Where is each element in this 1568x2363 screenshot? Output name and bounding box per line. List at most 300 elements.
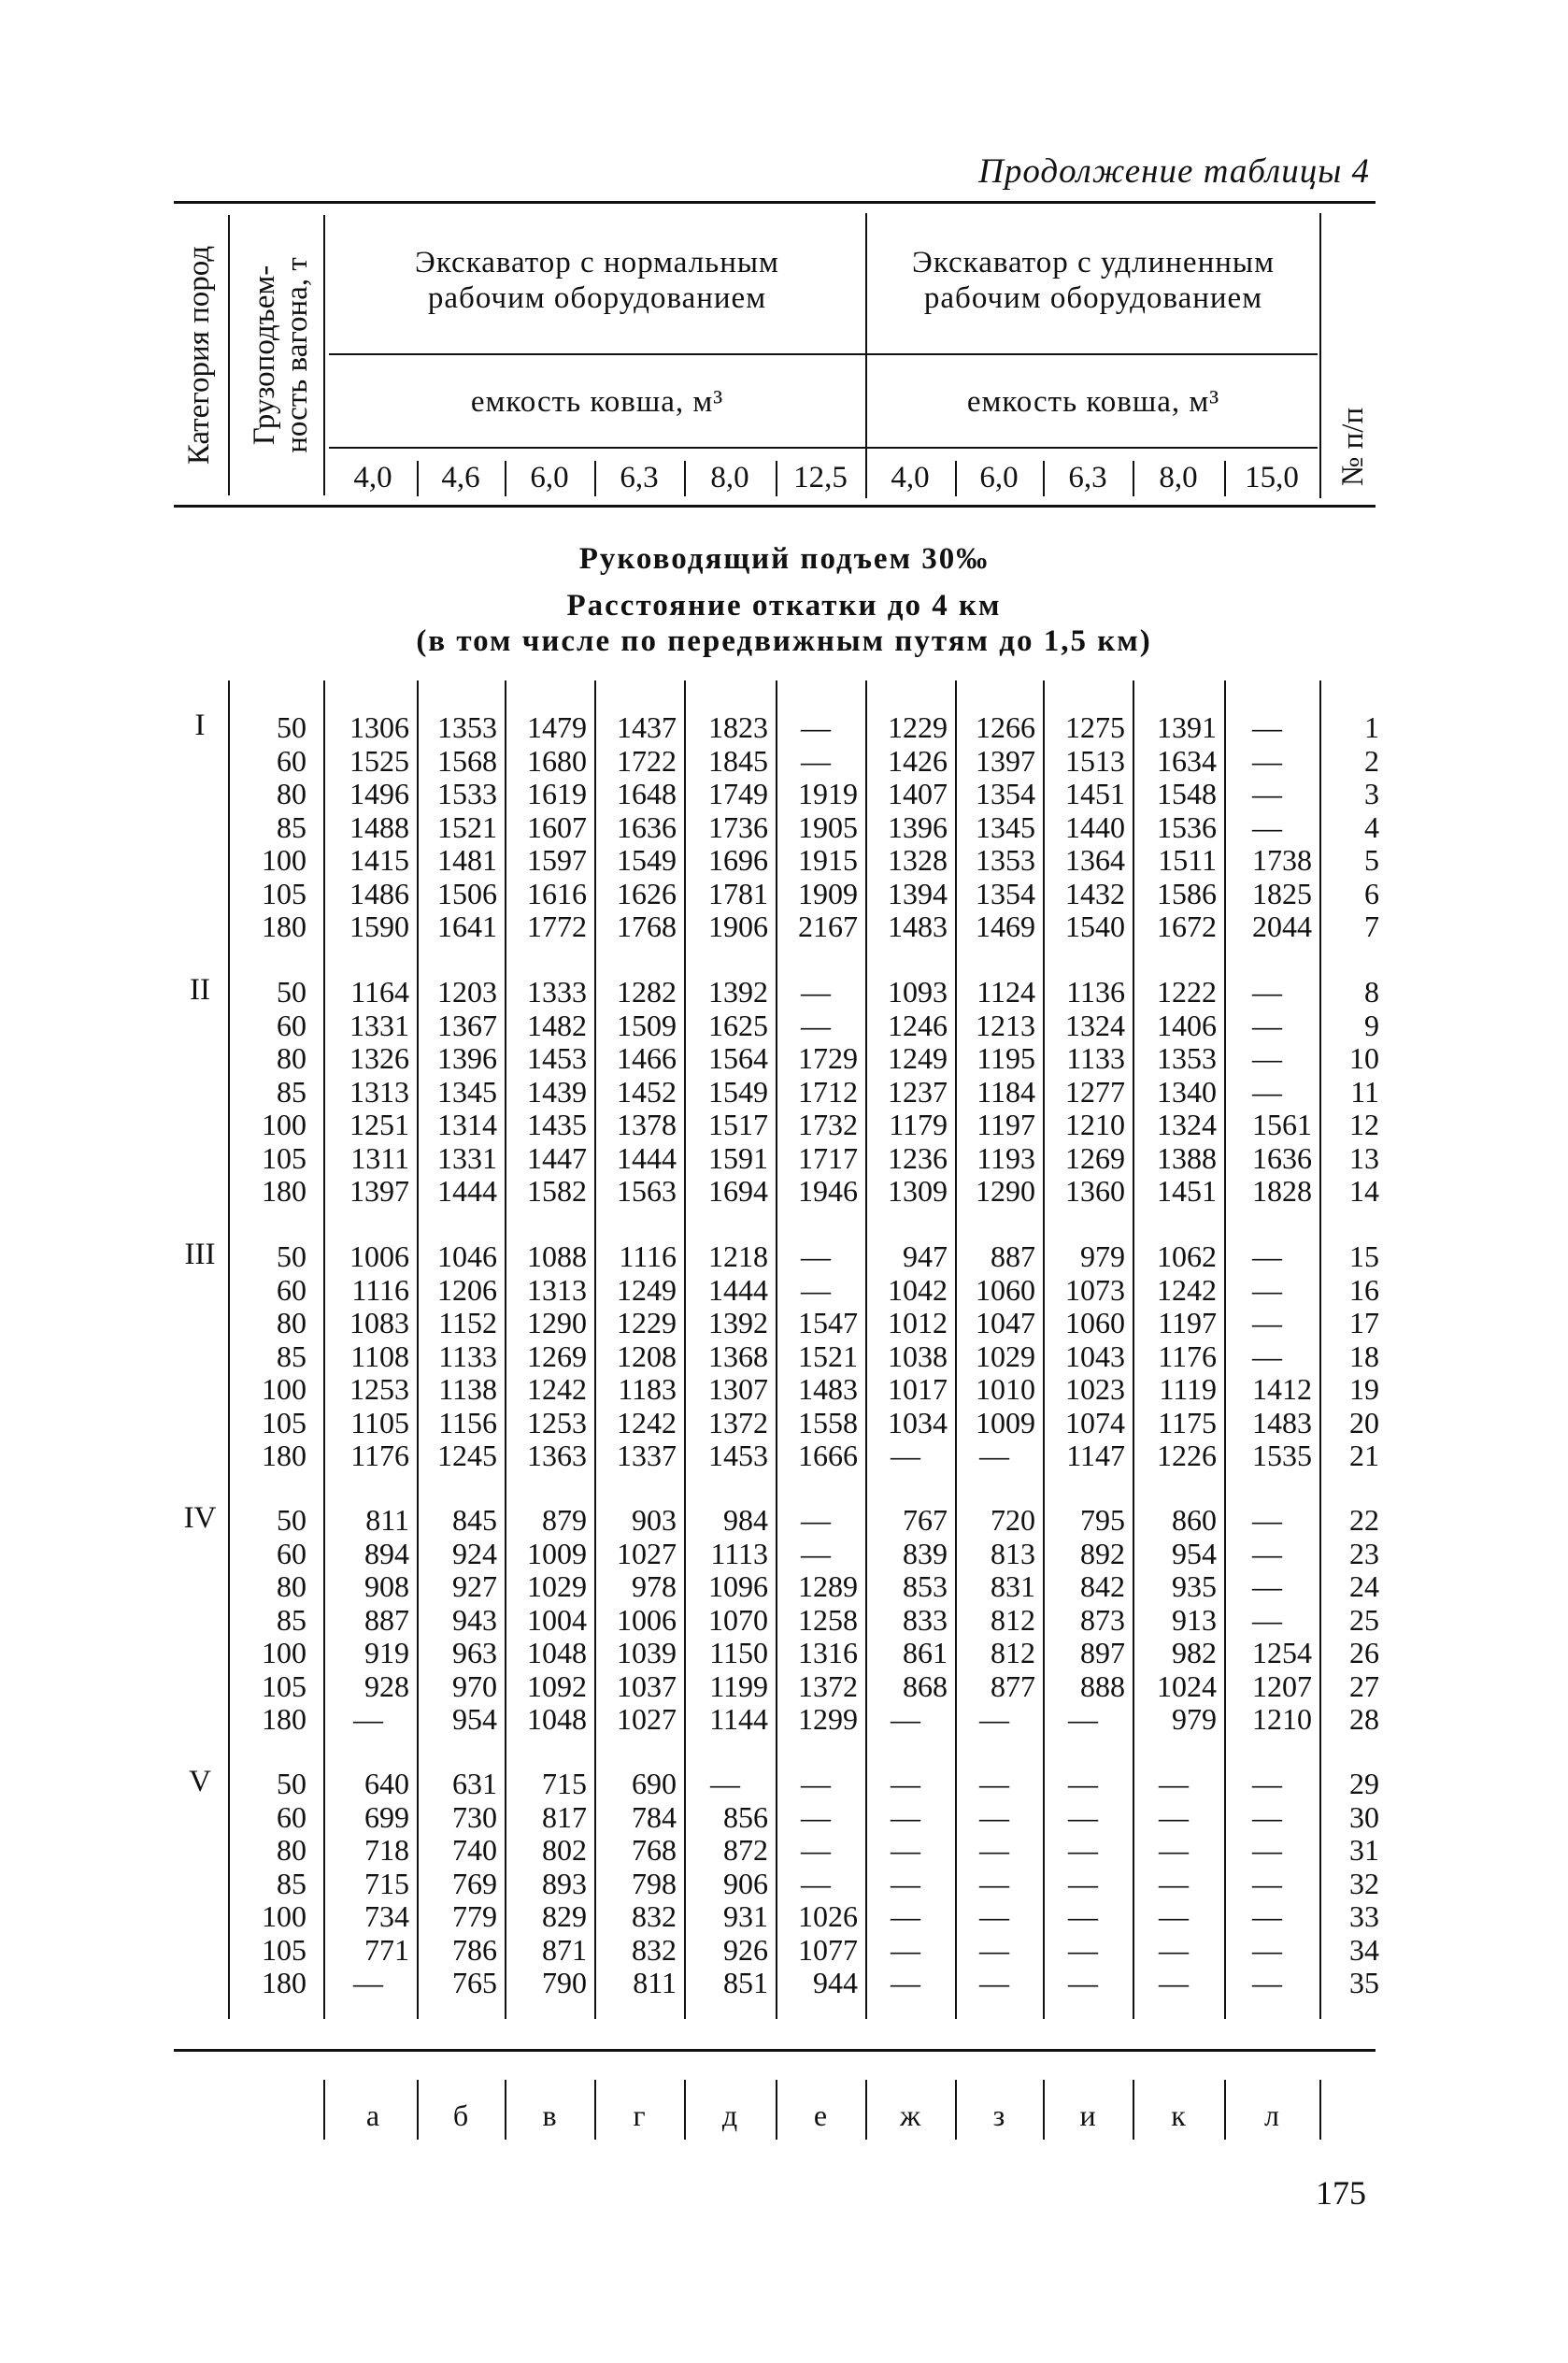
capacity-cell: 100 [262,843,306,877]
value-cell: 1452 [617,1074,677,1109]
value-cell: 927 [452,1569,497,1603]
capacity-cell: 180 [262,1966,306,1999]
value-cell: 1388 [1157,1140,1217,1175]
row-number-cell: 7 [1364,909,1379,943]
value-cell: 1026 [798,1899,858,1933]
value-cell: 1597 [527,843,587,877]
value-cell: 908 [364,1569,409,1603]
value-cell: 1193 [976,1140,1035,1175]
value-cell: — [1159,1833,1189,1867]
value-cell: 1229 [888,710,948,744]
letter-separator [684,2080,686,2140]
value-cell: — [801,1799,831,1834]
row-number-cell: 1 [1364,710,1379,744]
value-cell: 954 [1172,1536,1217,1570]
value-cell: 1919 [798,777,858,810]
value-cell: 1481 [437,843,497,877]
value-cell: 979 [1172,1702,1217,1736]
volume-separator [1043,461,1045,496]
value-cell: 1006 [617,1602,677,1637]
value-cell: — [1252,1966,1282,1999]
value-cell: 699 [364,1799,409,1834]
value-cell: 1451 [1157,1174,1217,1208]
volume-header-5: 8,0 [710,461,749,494]
value-cell: 1397 [976,743,1035,778]
value-cell: 1354 [976,777,1035,810]
value-cell: 1306 [349,710,409,744]
header-divider-4 [1319,213,1321,498]
value-cell: 1088 [527,1239,587,1273]
value-cell: — [1252,1602,1282,1637]
value-cell: 1179 [889,1108,948,1141]
value-cell: 1164 [350,975,409,1009]
value-cell: 1246 [888,1008,948,1042]
row-number-cell: 6 [1364,876,1379,910]
title-note: (в том числе по передвижным путям до 1,5 км) [416,624,1152,658]
value-cell: — [1068,1767,1098,1800]
capacity-cell: 85 [277,1866,306,1900]
value-cell: — [1159,1932,1189,1967]
row-number-cell: 19 [1349,1372,1379,1406]
value-cell: 1311 [350,1140,409,1175]
value-cell: 1150 [709,1636,768,1669]
value-cell: 1368 [708,1339,768,1373]
value-cell: 1625 [708,1008,768,1042]
value-cell: 1738 [1252,843,1312,877]
value-cell: 1048 [527,1702,587,1736]
value-cell: — [1252,1799,1282,1834]
volume-separator [417,461,419,496]
category-label: V [189,1765,211,1798]
value-cell: 1269 [1065,1140,1125,1175]
value-cell: 1634 [1157,743,1217,778]
value-cell: 1535 [1252,1439,1312,1472]
value-cell: 1116 [619,1239,677,1273]
value-cell: 1176 [1158,1339,1217,1373]
value-cell: 1525 [349,743,409,778]
volume-header-10: 8,0 [1159,461,1198,494]
value-cell: 1453 [708,1439,768,1472]
value-cell: 931 [723,1899,768,1933]
value-cell: 851 [723,1966,768,1999]
column-rule [228,680,230,2019]
value-cell: — [1068,1966,1098,1999]
row-number-cell: 17 [1349,1306,1379,1339]
value-cell: 715 [542,1767,587,1800]
row-number-cell: 16 [1349,1272,1379,1307]
value-cell: 1772 [527,909,587,943]
capacity-cell: 80 [277,777,306,810]
value-cell: 1415 [349,843,409,877]
value-cell: 1226 [1157,1439,1217,1472]
capacity-cell: 50 [277,1239,306,1273]
value-cell: — [891,1767,920,1800]
volume-separator [955,461,957,496]
value-cell: 1825 [1252,876,1312,910]
value-cell: — [1159,1866,1189,1900]
value-cell: 1563 [617,1174,677,1208]
value-cell: 1237 [888,1074,948,1109]
extended-group-header [867,245,1319,316]
value-cell: 1004 [527,1602,587,1637]
row-number-cell: 4 [1364,809,1379,844]
value-cell: — [1159,1966,1189,1999]
value-cell: — [891,1866,920,1900]
value-cell: — [1252,1569,1282,1603]
value-cell: 833 [903,1602,948,1637]
value-cell: 631 [452,1767,497,1800]
value-cell: 1043 [1065,1339,1125,1373]
value-cell: 1331 [349,1008,409,1042]
capacity-cell: 180 [262,1174,306,1208]
value-cell: 1549 [617,843,677,877]
value-cell: 1222 [1157,975,1217,1009]
value-cell: 1823 [708,710,768,744]
row-number-cell: 10 [1349,1041,1379,1075]
value-cell: 1915 [798,843,858,877]
value-cell: 769 [452,1866,497,1900]
value-cell: 1328 [888,843,948,877]
value-cell: 1909 [798,876,858,910]
value-cell: — [979,1932,1009,1967]
capacity-cell: 85 [277,1074,306,1109]
value-cell: 1364 [1065,843,1125,877]
value-cell: 1037 [617,1668,677,1703]
value-cell: 1548 [1157,777,1217,810]
value-cell: 1486 [349,876,409,910]
category-label: II [190,973,210,1007]
value-cell: — [1252,1767,1282,1800]
value-cell: 1326 [349,1041,409,1075]
value-cell: 1208 [617,1339,677,1373]
value-cell: — [801,1503,831,1537]
value-cell: 1354 [976,876,1035,910]
value-cell: 1124 [976,975,1035,1009]
column-letter: б [452,2098,469,2132]
value-cell: 1483 [1252,1405,1312,1439]
value-cell: 984 [723,1503,768,1537]
capacity-cell: 105 [262,1668,306,1703]
column-rule [323,680,325,2019]
value-cell: — [1252,743,1282,778]
row-number-cell: 31 [1349,1833,1379,1867]
value-cell: 1372 [708,1405,768,1439]
value-cell: 903 [632,1503,677,1537]
value-cell: 1440 [1065,809,1125,844]
value-cell: 1345 [976,809,1035,844]
value-cell: 1333 [527,975,587,1009]
row-number-cell: 11 [1350,1074,1379,1109]
value-cell: 1511 [1158,843,1217,877]
value-cell: — [1159,1767,1189,1800]
value-cell: 1029 [976,1339,1035,1373]
value-cell: 1070 [708,1602,768,1637]
value-cell: 1432 [1065,876,1125,910]
letter-separator [505,2080,506,2140]
value-cell: 1313 [349,1074,409,1109]
value-cell: 1073 [1065,1272,1125,1307]
capacity-cell: 100 [262,1108,306,1141]
value-cell: 1253 [349,1372,409,1406]
capacity-cell: 80 [277,1833,306,1867]
value-cell: 812 [991,1636,1035,1669]
value-cell: 1133 [1066,1041,1125,1075]
value-cell: 893 [542,1866,587,1900]
value-cell: 1905 [798,809,858,844]
value-cell: 1345 [437,1074,497,1109]
value-cell: 1451 [1065,777,1125,810]
value-cell: 1314 [437,1108,497,1141]
value-cell: 1236 [888,1140,948,1175]
value-cell: 1680 [527,743,587,778]
value-cell: 1010 [976,1372,1035,1406]
value-cell: 1906 [708,909,768,943]
value-cell: — [801,743,831,778]
value-cell: 2167 [798,909,858,943]
value-cell: 1619 [527,777,587,810]
value-cell: 879 [542,1503,587,1537]
value-cell: 1083 [349,1306,409,1339]
row-number-cell: 34 [1349,1932,1379,1967]
value-cell: — [1252,1041,1282,1075]
value-cell: 1331 [437,1140,497,1175]
value-cell: 811 [365,1503,409,1537]
value-cell: 1509 [617,1008,677,1042]
value-cell: — [1252,1503,1282,1537]
value-cell: 887 [991,1239,1035,1273]
row-number-cell: 30 [1349,1799,1379,1834]
category-label: I [194,709,206,742]
volume-header-2: 4,6 [441,461,480,494]
row-number-cell: 24 [1349,1569,1379,1603]
value-cell: 1266 [976,710,1035,744]
value-cell: 1337 [617,1439,677,1472]
capacity-cell: 60 [277,1799,306,1834]
value-cell: 1483 [798,1372,858,1406]
value-cell: — [1252,809,1282,844]
capacity-cell: 180 [262,1702,306,1736]
value-cell: — [1252,1074,1282,1109]
volume-separator [1224,461,1226,496]
row-number-cell: 14 [1349,1174,1379,1208]
row-number-cell: 15 [1349,1239,1379,1273]
value-cell: 1353 [1157,1041,1217,1075]
value-cell: 1116 [351,1272,409,1307]
row-number-cell: 9 [1364,1008,1379,1042]
value-cell: 1591 [708,1140,768,1175]
value-cell: 1732 [798,1108,858,1141]
value-cell: 1506 [437,876,497,910]
value-cell: 1392 [708,975,768,1009]
capacity-cell: 50 [277,1767,306,1800]
value-cell: 690 [632,1767,677,1800]
value-cell: 1521 [437,809,497,844]
value-cell: 1207 [1252,1668,1312,1703]
table-bottom-rule [174,2049,1376,2052]
value-cell: 1564 [708,1041,768,1075]
value-cell: 919 [364,1636,409,1669]
capacity-cell: 105 [262,1932,306,1967]
value-cell: 1353 [437,710,497,744]
volume-separator [865,461,867,496]
value-cell: — [1068,1932,1098,1967]
volume-header-3: 6,0 [530,461,569,494]
value-cell: 1378 [617,1108,677,1141]
volume-separator [594,461,596,496]
value-cell: 1828 [1252,1174,1312,1208]
value-cell: — [801,1008,831,1042]
value-cell: — [1252,1306,1282,1339]
value-cell: 1039 [617,1636,677,1669]
value-cell: 1513 [1065,743,1125,778]
value-cell: 1426 [888,743,948,778]
value-cell: 1392 [708,1306,768,1339]
value-cell: 2044 [1252,909,1312,943]
value-cell: — [801,975,831,1009]
value-cell: 979 [1080,1239,1125,1273]
value-cell: 1242 [527,1372,587,1406]
letter-separator [1224,2080,1226,2140]
number-header: № п/п [1336,407,1370,487]
value-cell: 1648 [617,777,677,810]
value-cell: — [979,1833,1009,1867]
value-cell: 812 [991,1602,1035,1637]
value-cell: 1313 [527,1272,587,1307]
value-cell: 1845 [708,743,768,778]
value-cell: 877 [991,1668,1035,1703]
value-cell: 1027 [617,1536,677,1570]
capacity-cell: 105 [262,1140,306,1175]
capacity-cell: 100 [262,1372,306,1406]
value-cell: 1074 [1065,1405,1125,1439]
value-cell: 1372 [798,1668,858,1703]
value-cell: 1290 [527,1306,587,1339]
value-cell: 1309 [888,1174,948,1208]
value-cell: — [1252,1272,1282,1307]
value-cell: 1046 [437,1239,497,1273]
value-cell: — [801,1272,831,1307]
value-cell: — [1068,1833,1098,1867]
value-cell: 1536 [1157,809,1217,844]
value-cell: 1024 [1157,1668,1217,1703]
value-cell: 786 [452,1932,497,1967]
value-cell: 813 [991,1536,1035,1570]
column-letter: г [633,2098,646,2132]
value-cell: — [1068,1866,1098,1900]
header-divider-1 [228,215,230,495]
value-cell: — [979,1866,1009,1900]
value-cell: 954 [452,1702,497,1736]
letter-separator [955,2080,957,2140]
value-cell: 1946 [798,1174,858,1208]
value-cell: — [1068,1899,1098,1933]
value-cell: 1299 [798,1702,858,1736]
capacity-cell: 85 [277,1602,306,1637]
value-cell: 887 [364,1602,409,1637]
value-cell: 1547 [798,1306,858,1339]
value-cell: 1340 [1157,1074,1217,1109]
value-cell: 1406 [1157,1008,1217,1042]
value-cell: 1206 [437,1272,497,1307]
value-cell: 1218 [708,1239,768,1273]
value-cell: 1717 [798,1140,858,1175]
row-number-cell: 18 [1349,1339,1379,1373]
value-cell: 1324 [1065,1008,1125,1042]
value-cell: 1666 [798,1439,858,1472]
letter-separator [1043,2080,1045,2140]
capacity-cell: 85 [277,1339,306,1373]
value-cell: 871 [542,1932,587,1967]
value-cell: 1353 [976,843,1035,877]
value-cell: 845 [452,1503,497,1537]
value-cell: 1439 [527,1074,587,1109]
capacity-cell: 100 [262,1899,306,1933]
row-number-cell: 20 [1349,1405,1379,1439]
value-cell: — [1252,710,1282,744]
value-cell: 1184 [976,1074,1035,1109]
capacity-header-line2: ность вагона, т [280,257,314,453]
value-cell: 943 [452,1602,497,1637]
value-cell: 892 [1080,1536,1125,1570]
value-cell: 1444 [708,1272,768,1307]
value-cell: 1249 [617,1272,677,1307]
value-cell: 982 [1172,1636,1217,1669]
value-cell: 1197 [1158,1306,1217,1339]
capacity-cell: 60 [277,743,306,778]
row-number-cell: 13 [1349,1140,1379,1175]
value-cell: 1210 [1252,1702,1312,1736]
value-cell: 1249 [888,1041,948,1075]
value-cell: — [801,1767,831,1800]
row-number-cell: 2 [1364,743,1379,778]
value-cell: 1316 [798,1636,858,1669]
column-letter: з [992,2098,1005,2132]
value-cell: 1027 [617,1702,677,1736]
value-cell: 963 [452,1636,497,1669]
value-cell: — [1252,1866,1282,1900]
extended-group-line1: Экскаватор с удлиненным [912,246,1275,279]
value-cell: 1672 [1157,909,1217,943]
row-number-cell: 32 [1349,1866,1379,1900]
value-cell: 1394 [888,876,948,910]
value-cell: — [891,1966,920,1999]
value-cell: 1197 [976,1108,1035,1141]
header-volume-rule [329,447,1318,449]
capacity-header-line1: Грузоподъем- [248,265,281,446]
value-cell: 1540 [1065,909,1125,943]
value-cell: — [353,1966,383,1999]
value-cell: 1616 [527,876,587,910]
column-letter: к [1171,2098,1186,2132]
value-cell: 1781 [708,876,768,910]
value-cell: 894 [364,1536,409,1570]
row-number-cell: 35 [1349,1966,1379,1999]
value-cell: 1412 [1252,1372,1312,1406]
value-cell: 1479 [527,710,587,744]
value-cell: 740 [452,1833,497,1867]
value-cell: — [801,1536,831,1570]
value-cell: 839 [903,1536,948,1570]
value-cell: 913 [1172,1602,1217,1637]
value-cell: — [801,1239,831,1273]
value-cell: 1269 [527,1339,587,1373]
value-cell: 832 [632,1899,677,1933]
value-cell: 944 [813,1966,858,1999]
value-cell: — [979,1966,1009,1999]
value-cell: 1251 [349,1108,409,1141]
value-cell: 1060 [1065,1306,1125,1339]
value-cell: 1144 [709,1702,768,1736]
